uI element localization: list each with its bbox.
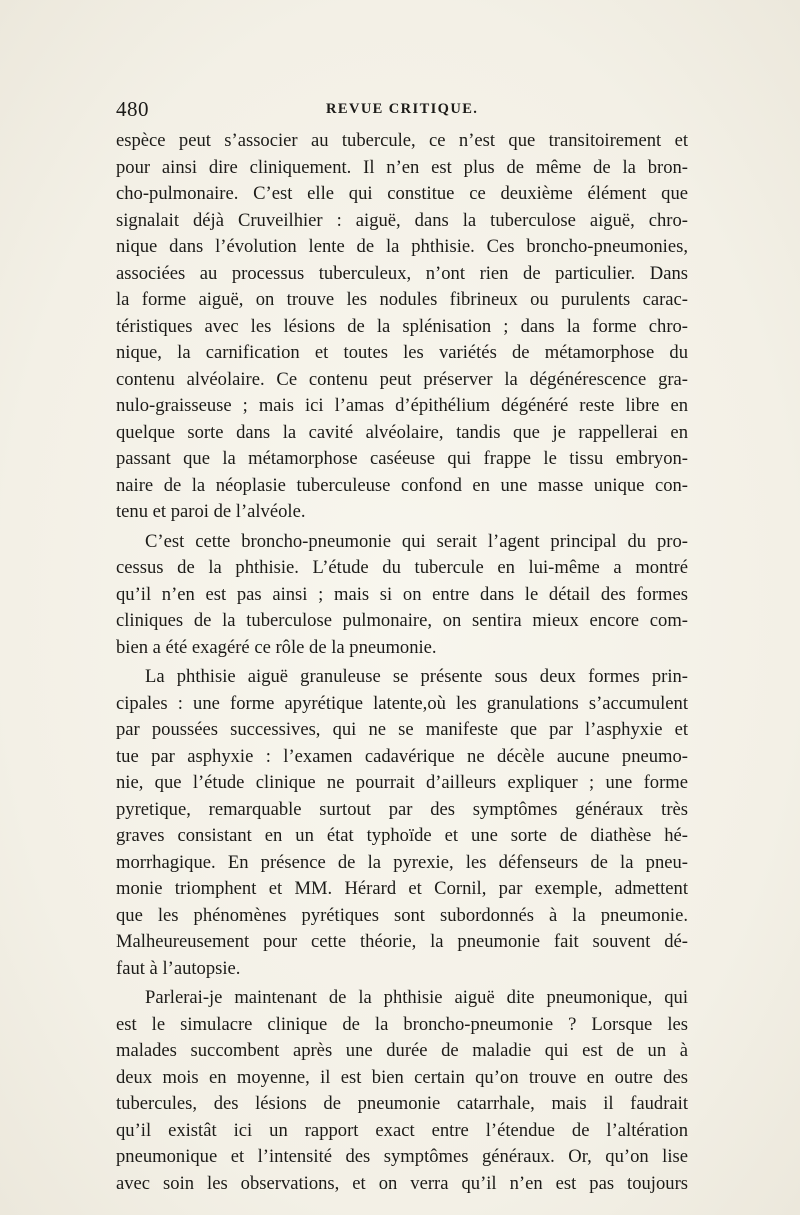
text-line: passant que la métamorphose caséeuse qui frappe le tissu embryon- — [116, 448, 688, 469]
text-line: quelque sorte dans la cavité alvéolaire, tandis que je rappellerai en — [116, 421, 688, 443]
text-line: nique dans l’évolution lente de la phthisie. Ces broncho-pneumonies, — [116, 236, 688, 257]
text-line: que les phénomènes pyrétiques sont subordonnés à la pneumonie. — [116, 904, 688, 926]
text-line: nique, la carnification et toutes les variétés de métamorphose du — [116, 342, 688, 363]
text-line: cipales : une forme apyrétique latente,où les granulations s’accumulent — [116, 692, 688, 714]
text-line: La phthisie aiguë granuleuse se présente sous deux formes prin- — [145, 666, 688, 687]
text-line: deux mois en moyenne, il est bien certain qu’on trouve en outre des — [116, 1066, 688, 1088]
text-line: avec soin les observations, et on verra qu’il n’en est pas toujours — [116, 1172, 688, 1194]
text-line: pyretique, remarquable surtout par des symptômes généraux très — [116, 798, 688, 820]
page-header — [116, 97, 686, 127]
text-line: tenu et paroi de l’alvéole. — [116, 501, 306, 522]
text-line: associées au processus tuberculeux, n’ont rien de particulier. Dans — [116, 262, 688, 284]
text-line: nulo-graisseuse ; mais ici l’amas d’épithélium dégénéré reste libre en — [116, 395, 688, 416]
text-line: nie, que l’étude clinique ne pourrait d’ailleurs expliquer ; une forme — [116, 772, 688, 793]
text-line: contenu alvéolaire. Ce contenu peut préserver la dégénérescence gra- — [116, 368, 688, 390]
text-line: téristiques avec les lésions de la splénisation ; dans la forme chro- — [116, 315, 688, 337]
text-line: la forme aiguë, on trouve les nodules fibrineux ou purulents carac- — [116, 289, 688, 310]
text-line: malades succombent après une durée de maladie qui est de un à — [116, 1040, 688, 1061]
text-line: qu’il existât ici un rapport exact entre l’étendue de l’altération — [116, 1119, 688, 1141]
text-line: Malheureusement pour cette théorie, la pneumonie fait souvent dé- — [116, 931, 688, 952]
text-line: naire de la néoplasie tuberculeuse confond en une masse unique con- — [116, 474, 688, 496]
text-line: signalait déjà Cruveilhier : aiguë, dans la tuberculose aiguë, chro- — [116, 209, 688, 231]
text-line: cliniques de la tuberculose pulmonaire, on sentira mieux encore com- — [116, 610, 688, 631]
text-line: C’est cette broncho-pneumonie qui serait l’agent principal du pro- — [145, 530, 688, 552]
text-line: monie triomphent et MM. Hérard et Cornil, par exemple, admettent — [116, 878, 688, 899]
running-head: REVUE CRITIQUE. — [326, 101, 479, 117]
text-line: pneumonique et l’intensité des symptômes généraux. Or, qu’on lise — [116, 1146, 688, 1167]
text-line: graves consistant en un état typhoïde et une sorte de diathèse hé- — [116, 825, 688, 846]
paragraph — [116, 664, 688, 982]
text-line: cho-pulmonaire. C’est elle qui constitue ce deuxième élément que — [116, 183, 688, 204]
text-line: cessus de la phthisie. L’étude du tubercule en lui-même a montré — [116, 557, 688, 578]
text-line: est le simulacre clinique de la broncho-pneumonie ? Lorsque les — [116, 1013, 688, 1035]
text-line: tubercules, des lésions de pneumonie catarrhale, mais il faudrait — [116, 1093, 688, 1114]
paragraph — [116, 128, 688, 526]
text-line: morrhagique. En présence de la pyrexie, les défenseurs de la pneu- — [116, 851, 688, 873]
text-line: bien a été exagéré ce rôle de la pneumonie. — [116, 636, 437, 658]
page-number: 480 — [116, 97, 149, 121]
text-line: Parlerai-je maintenant de la phthisie aiguë dite pneumonique, qui — [145, 987, 688, 1008]
paragraph — [116, 529, 688, 662]
text-line: qu’il n’en est pas ainsi ; mais si on entre dans le détail des formes — [116, 583, 688, 605]
text-line: par poussées successives, qui ne se manifeste que par l’asphyxie et — [116, 719, 688, 740]
paragraph — [116, 985, 688, 1197]
text-line: tue par asphyxie : l’examen cadavérique ne décèle aucune pneumo- — [116, 745, 688, 767]
text-line: espèce peut s’associer au tubercule, ce n’est que transitoirement et — [116, 130, 688, 151]
text-line: pour ainsi dire cliniquement. Il n’en est plus de même de la bron- — [116, 156, 688, 178]
text-line: faut à l’autopsie. — [116, 957, 241, 979]
body-text — [116, 128, 688, 1197]
